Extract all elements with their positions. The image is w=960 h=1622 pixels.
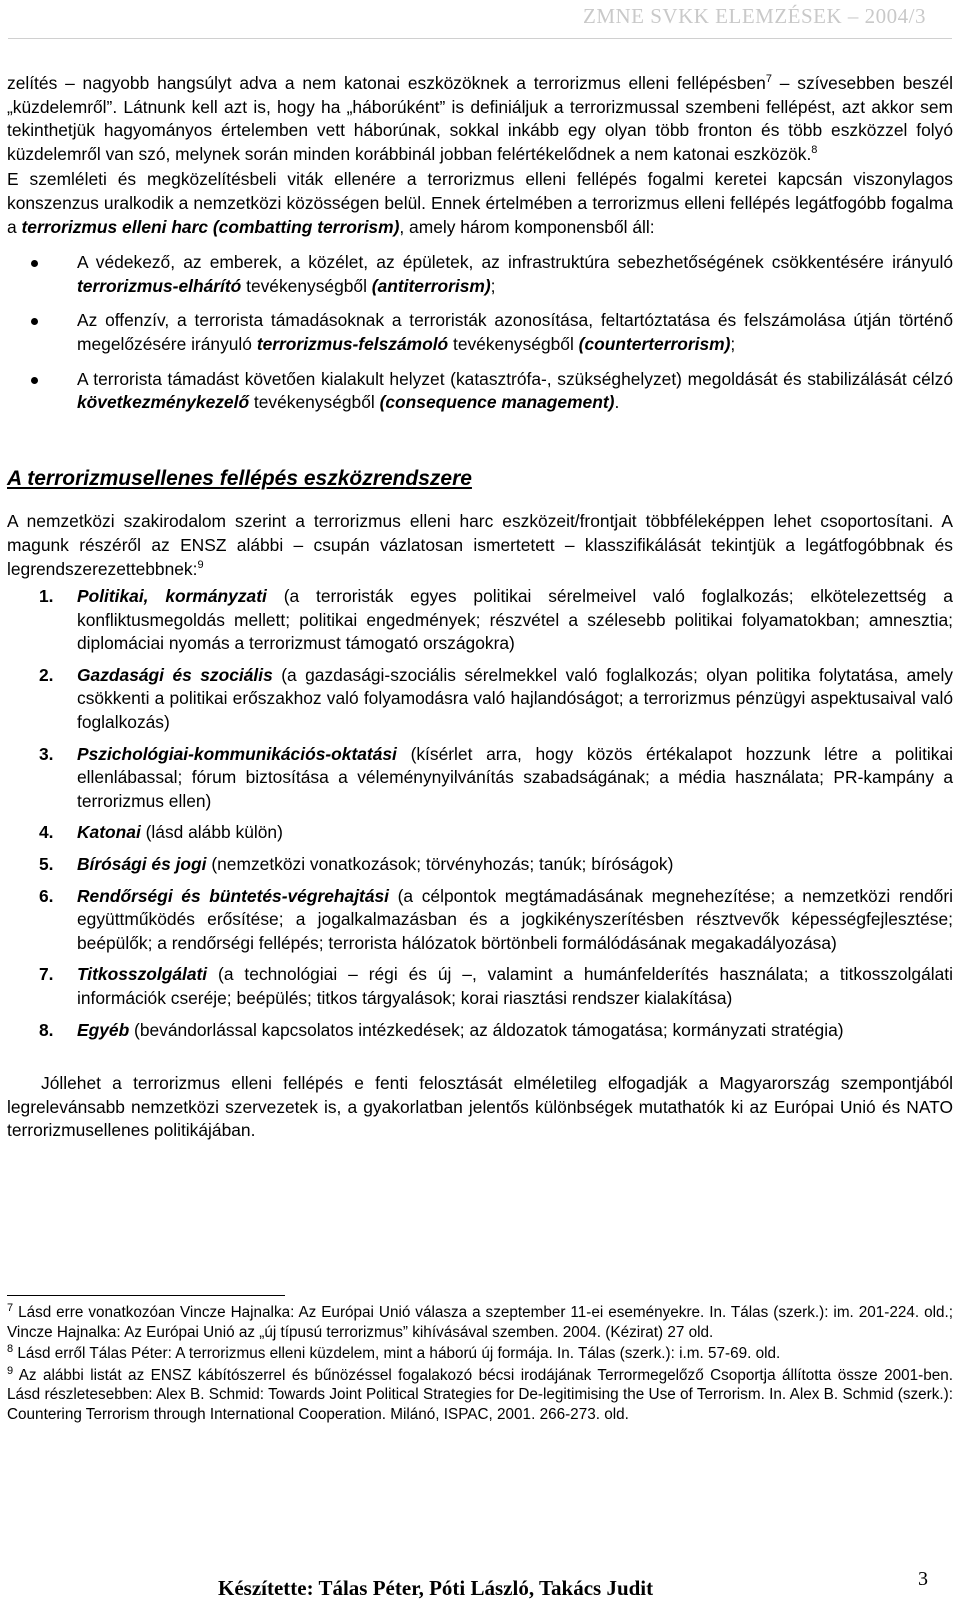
list-item: 1. Politikai, kormányzati (a terroristák egyes politikai sérelmeivel való foglalkozás; elkötelezettség a konfliktusmegoldás mellett; politikai engedmények; részvétel a szélesebb politikai folyamatokban; amnesztia; diplomáciai nyomás a terrorizmust támogató országokra)	[39, 586, 953, 654]
footnote-8: $^8$ Lásd erről Tálas Péter: A terrorizmus elleni küzdelem, mint a háború új formája. In. Tálas (szerk.): i.m. 57-69. old.	[7, 1343, 781, 1363]
term-combatting-terrorism: terrorizmus elleni harc (combatting terrorism)	[21, 216, 400, 237]
footnote-divider	[7, 1295, 285, 1296]
footnote-ref-7[interactable]: 7	[765, 73, 772, 86]
header-divider	[8, 38, 952, 39]
list-item: 8. Egyéb (bevándorlással kapcsolatos intézkedések; az áldozatok támogatása; kormányzati stratégia)	[39, 1019, 844, 1040]
instrument-list	[7, 585, 953, 1042]
paragraph-classification: A nemzetközi szakirodalom szerint a terrorizmus elleni harc eszközeit/frontjait többféleképpen lehet csoportosítani. A magunk részéről az ENSZ alábbi – csupán vázlatosan ismertetett – klasszifikálását tekintjük a legátfogóbbnak és legrendszerezettebbnek:$^9$	[7, 511, 953, 579]
list-item: Az offenzív, a terrorista támadásoknak a terroristák azonosítása, feltartóztatása és felszámolása útján történő megelőzésére irányuló terrorizmus-felszámoló tevékenységből (counterterrorism);	[7, 309, 953, 356]
body-text	[7, 72, 953, 1143]
paragraph-closing: Jóllehet a terrorizmus elleni fellépés e fenti felosztását elméletileg elfogadják a Magyarország szempontjából legrelevánsabb nemzetközi szervezetek is, a gyakorlatban jelentős különbségek mutathatók ki az Európai Unió és NATO terrorizmusellenes politikájában.	[7, 1073, 953, 1141]
component-list	[7, 251, 953, 415]
bullet-icon	[31, 318, 38, 325]
list-item: A terrorista támadást követően kialakult helyzet (katasztrófa-, szükséghelyzet) megoldását és stabilizálását célzó következménykezelő tevékenységből (consequence management).	[7, 368, 953, 415]
paragraph-intro: zelítés – nagyobb hangsúlyt adva a nem katonai eszközöknek a terrorizmus elleni fellépésben$^7$ – szívesebben beszél „küzdelemről”. Látnunk kell azt is, hogy ha „háborúként” is definiáljuk a terrorizmussal szembeni fellépést, azt akkor sem tekinthetjük hagyományos értelemben vett háborúnak, sokkal inkább egy olyan több fronton és több eszközzel folyó küzdelemről van szó, melynek során minden korábbinál jobban felértékelődnek a nem katonai eszközök.$^8$	[7, 73, 953, 164]
list-item: 6. Rendőrségi és büntetés-végrehajtási (a célpontok megtámadásának megnehezítése; a nemzetközi rendőri együttműködés erősítése; a jogalkalmazásban és a jogkikényszerítésben résztvevők képességfejlesztése; beépülők; a rendőrségi fellépés; terrorista hálózatok börtönbeli formálódásának megakadályozása)	[39, 885, 954, 953]
footnote-7: $^7$ Lásd erre vonatkozóan Vincze Hajnalka: Az Európai Unió válasza a szeptember 11-ei eseményekre. In. Tálas (szerk.): im. 201-224. old.; Vincze Hajnalka: Az Európai Unió az „új típusú terrorizmus” kihívásával szemben. 2004. (Kézirat) 27 old.	[7, 1301, 953, 1341]
page-footer	[0, 1566, 960, 1606]
section-heading: A terrorizmusellenes fellépés eszközrendszere	[7, 466, 472, 490]
running-header: ZMNE SVKK ELEMZÉSEK – 2004/3	[583, 4, 926, 28]
paragraph-components: E szemléleti és megközelítésbeli viták ellenére a terrorizmus elleni fellépés fogalmi keretei kapcsán viszonylagos konszenzus uralkodik a nemzetközi közösségen belül. Ennek értelmében a terrorizmus elleni fellépés legátfogóbb fogalma a terrorizmus elleni harc (combatting terrorism), amely három komponensből áll:	[7, 169, 953, 237]
footnotes	[7, 1303, 953, 1427]
bullet-icon	[31, 260, 38, 267]
list-item: 3. Pszichológiai-kommunikációs-oktatási (kísérlet arra, hogy közös értékalapot hozzunk létre a politikai ellenlábassal; fórum biztosítása a véleménynyilvánítás szabadságának; a média használata; PR-kampány a terrorizmus ellen)	[39, 743, 953, 811]
list-item: 4. Katonai (lásd alább külön)	[39, 822, 283, 843]
footnote-9: $^9$ Az alábbi listát az ENSZ kábítószerrel és bűnözéssel fogalakozó bécsi irodájának Terrormegelőző Csoportja állította össze 2001-ben. Lásd részletesebben: Alex B. Schmid: Towards Joint Political Strategies for De-legitimising the Use of Terrorism. In. Alex B. Schmid (szerk.): Countering Terrorism through International Cooperation. Milánó, ISPAC, 2001. 266-273. old.	[7, 1364, 953, 1423]
list-item: 5. Bírósági és jogi (nemzetközi vonatkozások; törvényhozás; tanúk; bíróságok)	[39, 854, 674, 875]
footer-authors: Készítette: Tálas Péter, Póti László, Takács Judit	[218, 1576, 654, 1600]
footnote-ref-9[interactable]: 9	[197, 558, 204, 571]
list-item: 2. Gazdasági és szociális (a gazdasági-szociális sérelmekkel való foglalkozás; olyan politika folytatása, amely csökkenti a politikai erőszakhoz való folyamodásra való hajlandóságot; a terrorizmus pénzügyi aspektusaival való foglalkozás)	[39, 664, 953, 733]
page-number: 3	[918, 1568, 928, 1590]
list-item: 7. Titkosszolgálati (a technológiai – régi és új –, valamint a humánfelderítés használata; a titkosszolgálati információk cseréje; beépülés; titkos tárgyalások; korai riasztási rendszer kialakítása)	[39, 964, 953, 1008]
bullet-icon	[31, 377, 38, 384]
list-item: A védekező, az emberek, a közélet, az épületek, az infrastruktúra sebezhetőségének csökkentésére irányuló terrorizmus-elhárító tevékenységből (antiterrorism);	[7, 251, 953, 298]
footnote-ref-8[interactable]: 8	[811, 143, 818, 156]
